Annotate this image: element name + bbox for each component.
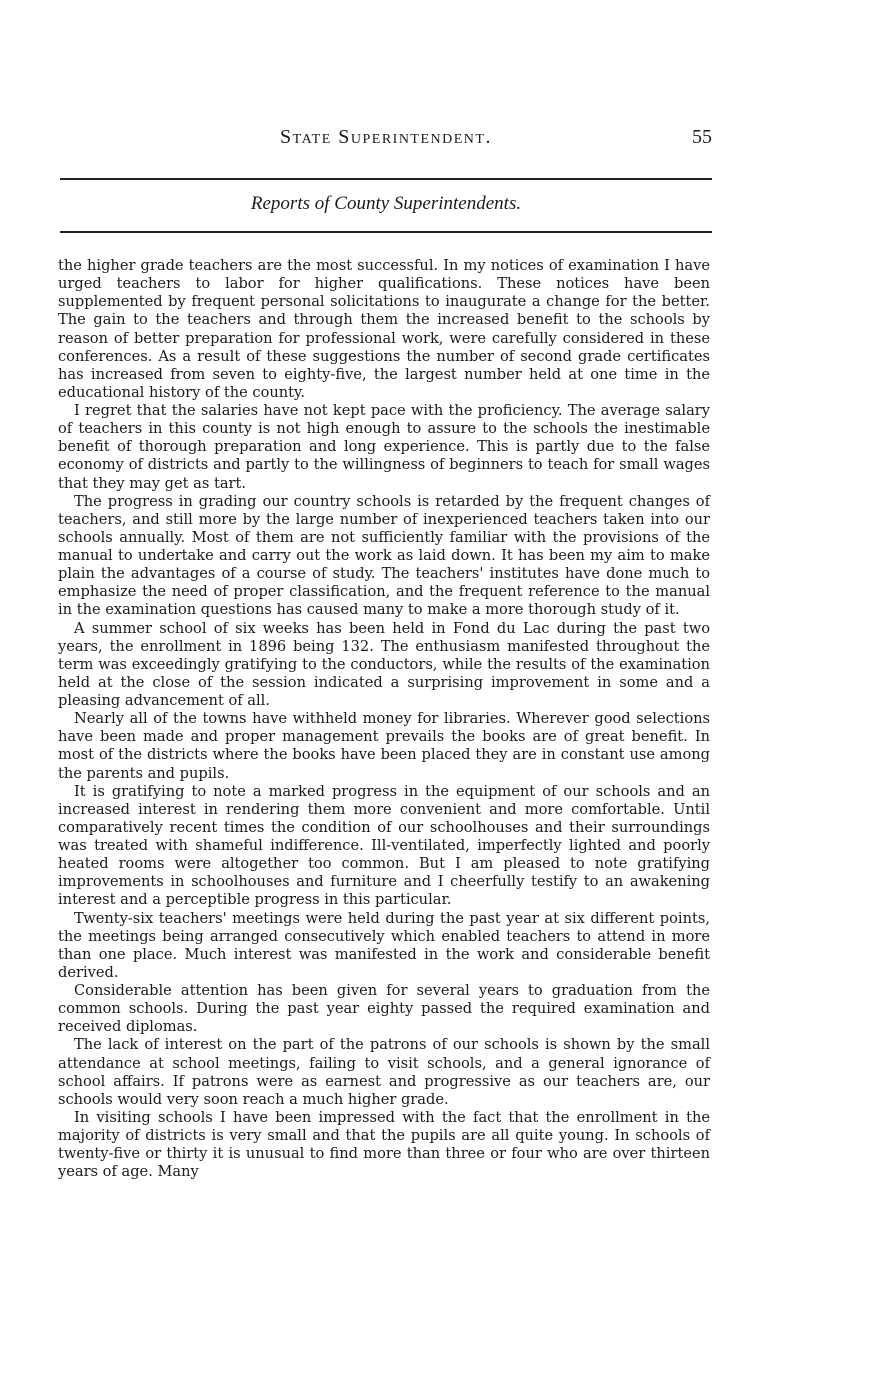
running-title: State Superintendent. [280, 126, 492, 148]
paragraph: The lack of interest on the part of the patrons of our schools is shown by the small attendance at school meetings, failing to visit schools, and a general ignorance of school affairs. If patrons were as earnest and progressive as our teachers are, our schools would very soon reach a much higher grade. [58, 1036, 710, 1108]
paragraph: Twenty-six teachers' meetings were held during the past year at six different points, the meetings being arranged consecutively which enabled teachers to attend in more than one place. Much interest was manifested in the work and considerable benefit derived. [58, 909, 710, 981]
body-text [58, 257, 710, 1181]
paragraph: A summer school of six weeks has been held in Fond du Lac during the past two years, the enrollment in 1896 being 132. The enthusiasm manifested throughout the term was exceedingly gratifying to the conductors, while the results of the examination held at the close of the session indicated a surprising improvement in some and a pleasing advancement of all. [58, 619, 710, 709]
paragraph: It is gratifying to note a marked progress in the equipment of our schools and an increased interest in rendering them more convenient and more comfortable. Until comparatively recent times the condition of our schoolhouses and their surroundings was treated with shameful indifference. Ill-ventilated, imperfectly lighted and poorly heated rooms were altogether too common. But I am pleased to note gratifying improvements in schoolhouses and furniture and I cheerfully testify to an awakening interest and a perceptible progress in this particular. [58, 782, 710, 909]
paragraph: In visiting schools I have been impressed with the fact that the enrollment in the majority of districts is very small and that the pupils are all quite young. In schools of twenty-five or thirty it is unusual to find more than three or four who are over thirteen years of age. Many [58, 1108, 710, 1181]
running-header [60, 126, 712, 156]
paragraph: Nearly all of the towns have withheld money for libraries. Wherever good selections have been made and proper management prevails the books are of great benefit. In most of the districts where the books have been placed they are in constant use among the parents and pupils. [58, 710, 710, 782]
paragraph: Considerable attention has been given for several years to graduation from the common schools. During the past year eighty passed the required examination and received diplomas. [58, 982, 710, 1036]
section-title: Reports of County Superintendents. [250, 193, 522, 214]
header-rule-bottom [60, 231, 712, 233]
paragraph: I regret that the salaries have not kept pace with the proficiency. The average salary of teachers in this county is not high enough to assure to the schools the inestimable benefit of thorough preparation and long experience. This is partly due to the false economy of districts and partly to the willingness of beginners to teach for small wages that they may get as tart. [58, 402, 710, 492]
page-number: 55 [692, 126, 712, 148]
header-rule-top [60, 178, 712, 180]
paragraph: the higher grade teachers are the most successful. In my notices of examination I have urged teachers to labor for higher qualifications. These notices have been supplemented by frequent personal solicitations to inaugurate a change for the better. The gain to the teachers and through them the increased benefit to the schools by reason of better preparation for professional work, were carefully considered in these conferences. As a result of these suggestions the number of second grade certificates has increased from seven to eighty-five, the largest number held at one time in the educational history of the county. [58, 257, 710, 401]
paragraph: The progress in grading our country schools is retarded by the frequent changes of teachers, and still more by the large number of inexperienced teachers taken into our schools annually. Most of them are not sufficiently familiar with the provisions of the manual to undertake and carry out the work as laid down. It has been my aim to make plain the advantages of a course of study. The teachers' institutes have done much to emphasize the need of proper classification, and the frequent reference to the manual in the examination questions has caused many to make a more thorough study of it. [58, 492, 710, 619]
